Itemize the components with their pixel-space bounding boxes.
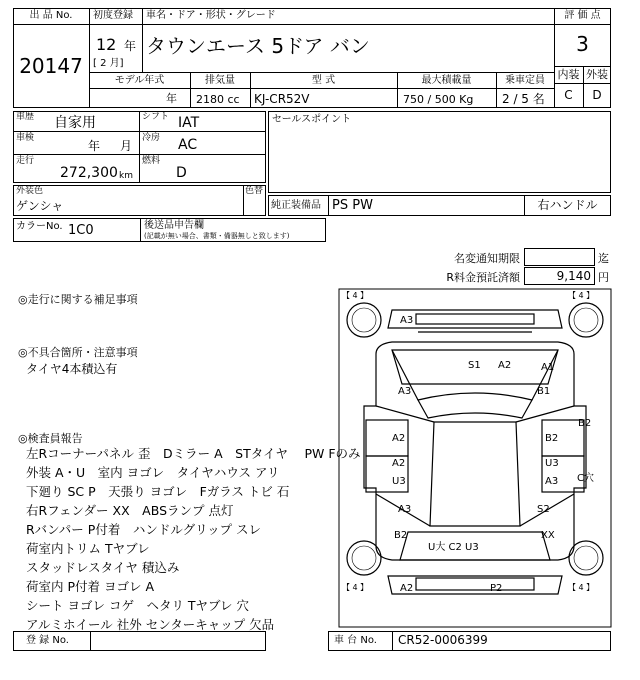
equipment: PS PW: [332, 198, 373, 213]
first-reg-label: 初度登録: [93, 10, 133, 21]
max-load-label: 最大積載量: [421, 75, 472, 86]
type-label: 型 式: [311, 75, 336, 86]
ac-label: 冷房: [142, 133, 161, 143]
defects-label: ◎不具合箇所・注意事項: [18, 346, 138, 359]
exterior-grade: D: [592, 88, 602, 102]
damage-mark: B1: [537, 386, 551, 397]
damage-mark: A3: [400, 315, 414, 326]
color-no: 1C0: [68, 223, 94, 238]
fuel: D: [176, 165, 187, 181]
inspector-label: ◎検査員報告: [18, 432, 83, 445]
damage-mark: P2: [490, 583, 503, 594]
color: ゲンシャ: [16, 199, 64, 213]
car-condition-diagram: [338, 288, 612, 628]
color-change-label: 色替: [245, 186, 264, 196]
car-name: タウンエース 5ドア バン: [146, 34, 370, 58]
mileage-label: 走行: [16, 156, 35, 166]
inspector-line: Rバンパー P付着 ハンドルグリップ スレ: [26, 522, 262, 537]
damage-mark: A3: [398, 386, 412, 397]
reg-no-label: 登 録 No.: [26, 635, 69, 646]
first-reg-month: [ 2 月]: [93, 58, 124, 69]
fuel-label: 燃料: [142, 156, 161, 166]
shift-label: シフト: [142, 112, 170, 122]
score: 3: [576, 32, 589, 56]
damage-mark: B2: [578, 418, 592, 429]
driving-notes-label: ◎走行に関する補足事項: [18, 293, 138, 306]
damage-mark: S1: [468, 360, 481, 371]
history: 自家用: [54, 115, 96, 131]
inspection-label: 車検: [16, 133, 35, 143]
lot-no: 20147: [19, 54, 83, 78]
inspector-line: 左Rコーナーパネル 歪 Dミラー A STタイヤ PW Fのみ: [26, 446, 361, 461]
interior-grade: C: [564, 88, 573, 102]
damage-mark: B2: [394, 530, 408, 541]
interior-label: 内装: [557, 68, 580, 81]
model-year-unit: 年: [166, 92, 177, 105]
shift: IAT: [178, 115, 200, 131]
capacity: 2 / 5 名: [502, 92, 545, 106]
exterior-label: 外装: [586, 68, 608, 81]
color-label: 外装色: [16, 186, 44, 196]
damage-mark: B2: [545, 433, 559, 444]
documents-label: 後送品申告欄: [144, 220, 204, 231]
lot-no-label: 出 品 No.: [29, 10, 73, 21]
inspector-line: 右Rフェンダー XX ABSランプ 点灯: [26, 503, 234, 518]
damage-mark: C穴: [577, 473, 594, 484]
damage-mark: A2: [392, 458, 406, 469]
defect-line: タイヤ4本積込有: [26, 362, 118, 376]
vehicle-type: KJ-CR52V: [254, 92, 310, 106]
capacity-label: 乗車定員: [505, 75, 545, 86]
recycle-amount: 9,140: [556, 269, 591, 283]
damage-mark: U大 C2 U3: [428, 542, 479, 553]
ac: AC: [178, 137, 198, 153]
mileage-unit: km: [119, 171, 133, 181]
tyre-label: 【 4 】: [568, 291, 595, 300]
first-reg-year: 12: [96, 35, 117, 54]
car-name-label: 車名・ドア・形状・グレード: [146, 10, 276, 21]
damage-mark: A3: [398, 504, 412, 515]
displacement-label: 排気量: [205, 75, 235, 86]
model-year-label: モデル年式: [114, 75, 165, 86]
documents-note: (記載が無い場合、書類・備器無しと致します): [144, 232, 290, 240]
change-deadline-box: [524, 248, 595, 266]
damage-mark: A2: [498, 360, 512, 371]
score-label: 評 価 点: [564, 10, 601, 21]
tyre-label: 【 4 】: [342, 583, 369, 592]
recycle-unit: 円: [598, 271, 609, 284]
equipment-label: 純正装備品: [271, 200, 321, 211]
steering: 右ハンドル: [537, 198, 598, 212]
inspector-line: 荷室内 P付着 ヨゴレ A: [26, 579, 155, 594]
damage-mark: A2: [392, 433, 406, 444]
tyre-label: 【 4 】: [342, 291, 369, 300]
inspector-report: [26, 444, 361, 634]
max-load: 750 / 500 Kg: [403, 93, 474, 106]
inspection-month-unit: 月: [120, 139, 133, 153]
inspector-line: 外装 A・U 室内 ヨゴレ タイヤハウス アリ: [26, 465, 280, 480]
displacement: 2180 cc: [196, 93, 240, 106]
tyre-label: 【 4 】: [568, 583, 595, 592]
change-deadline-unit: 迄: [598, 252, 609, 265]
inspection-year-unit: 年: [88, 139, 101, 153]
history-label: 車歴: [16, 112, 35, 122]
inspector-line: アルミホイール 社外 センターキャップ 欠品: [26, 617, 275, 632]
chassis-label: 車 台 No.: [334, 635, 377, 646]
chassis-no: CR52-0006399: [398, 633, 488, 647]
damage-mark: A3: [545, 476, 559, 487]
inspector-line: スタッドレスタイヤ 積込み: [26, 560, 180, 575]
inspector-line: 下廻り SC P 天張り ヨゴレ Fガラス トビ 石: [26, 484, 290, 499]
damage-mark: XX: [541, 530, 555, 541]
damage-mark: U3: [392, 476, 406, 487]
damage-mark: S2: [537, 504, 550, 515]
change-deadline-label: 名変通知期限: [454, 252, 520, 265]
inspector-line: 荷室内トリム Tヤブレ: [26, 541, 150, 556]
first-reg-year-unit: 年: [124, 39, 137, 53]
damage-mark: A1: [541, 362, 555, 373]
mileage: 272,300: [60, 165, 118, 181]
inspector-line: シート ヨゴレ コゲ ヘタリ Tヤブレ 穴: [26, 598, 250, 613]
sales-point-label: セールスポイント: [272, 114, 352, 125]
damage-mark: A2: [400, 583, 414, 594]
color-no-label: カラーNo.: [16, 221, 63, 232]
recycle-label: R料金預託済額: [446, 271, 520, 284]
damage-mark: U3: [545, 458, 559, 469]
